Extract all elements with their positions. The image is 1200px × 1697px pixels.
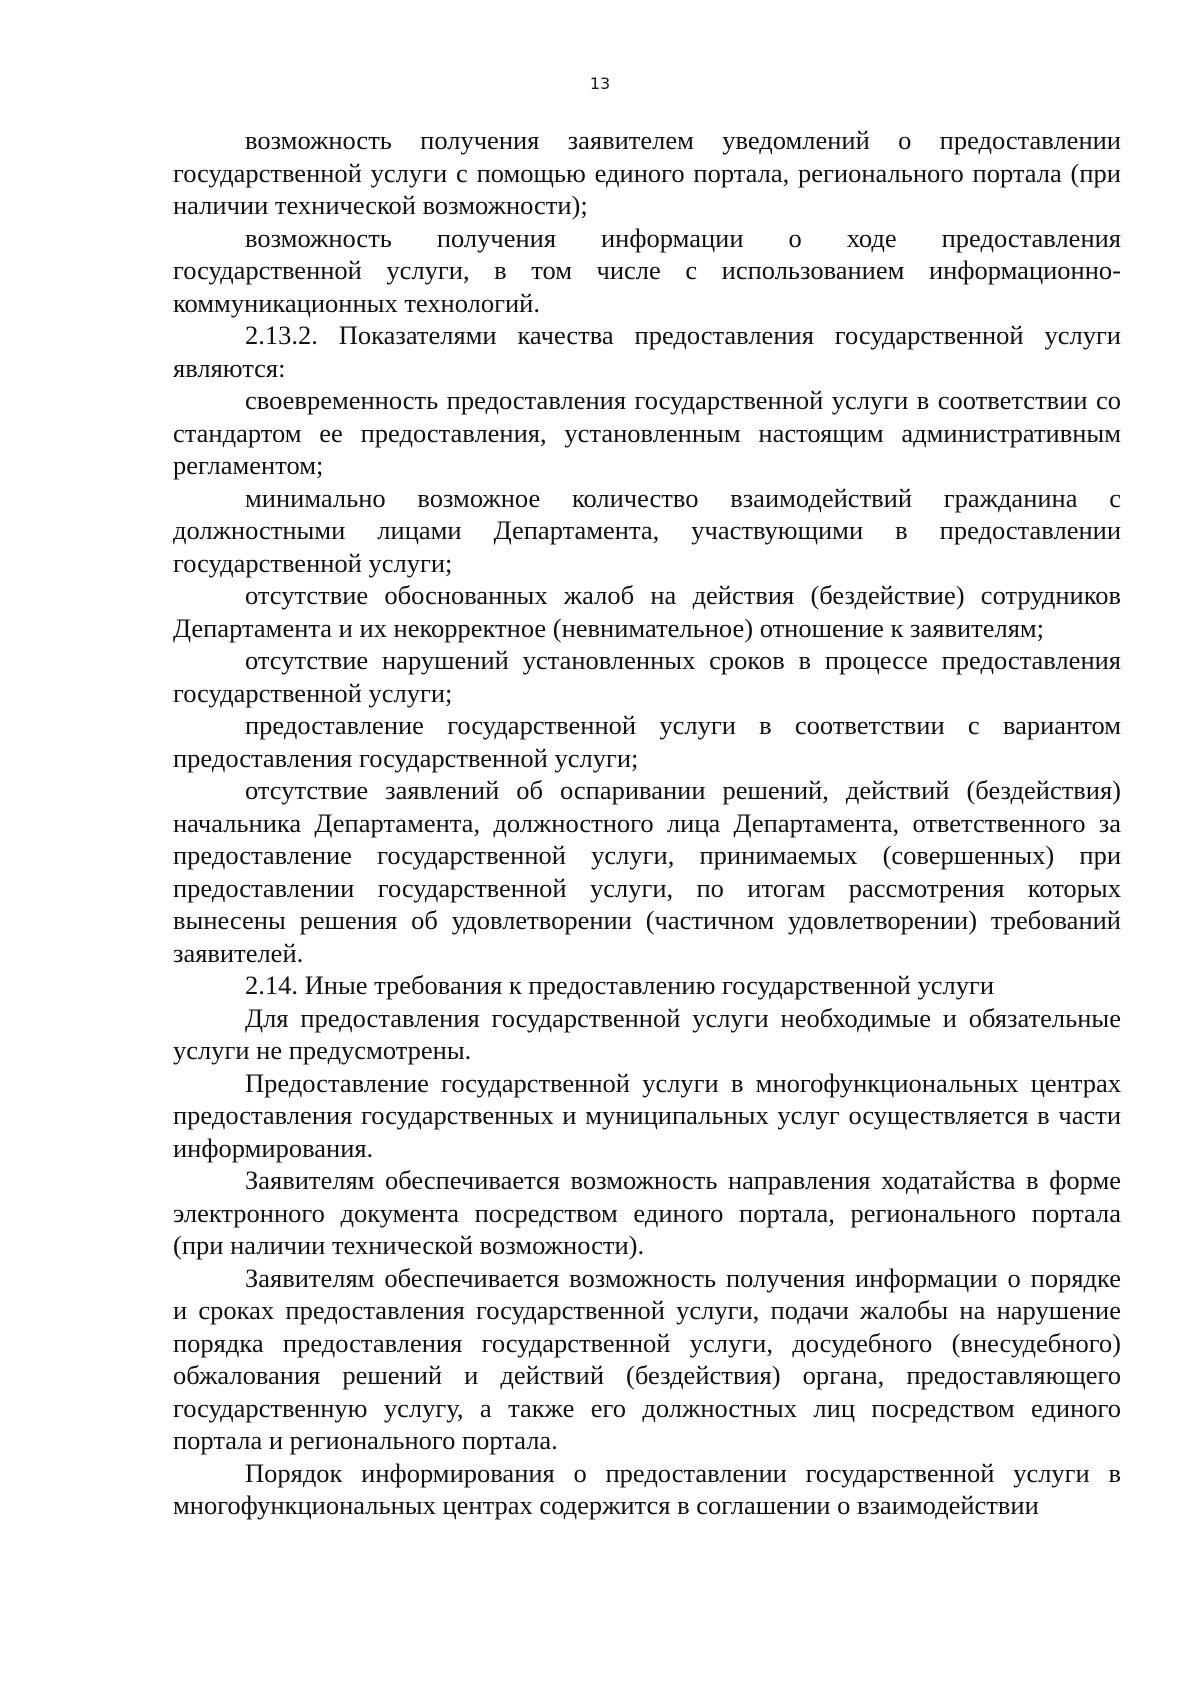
paragraph: Предоставление государственной услуги в многофункциональных центрах предоставления государственных и муниципальных услуг осуществляется в части информирования.: [173, 1067, 1121, 1163]
paragraph: возможность получения заявителем уведомлений о предоставлении государственной услуги с помощью единого портала, регионального портала (при наличии технической возможности);: [173, 125, 1121, 220]
paragraph: отсутствие обоснованных жалоб на действия (бездействие) сотрудников Департамента и их некорректное (невнимательное) отношение к заявителям;: [173, 580, 1121, 643]
paragraph: своевременность предоставления государственной услуги в соответствии со стандартом ее предоставления, установленным настоящим административным регламентом;: [173, 385, 1121, 480]
paragraph: Заявителям обеспечивается возможность получения информации о порядке и сроках предоставления государственной услуги, подачи жалобы на нарушение порядка предоставления государственной услуги, досудебного (внесудебного) обжалования решений и действий (бездействия) органа, предоставляющего государственную услугу, а также его должностных лиц посредством единого портала и регионального портала.: [173, 1262, 1121, 1455]
paragraph: Заявителям обеспечивается возможность направления ходатайства в форме электронного документа посредством единого портала, регионального портала (при наличии технической возможности).: [173, 1165, 1121, 1260]
section-heading: 2.14. Иные требования к предоставлению государственной услуги: [245, 970, 995, 1000]
paragraph: предоставление государственной услуги в соответствии с вариантом предоставления государственной услуги;: [173, 710, 1121, 773]
page-number: 13: [589, 74, 611, 93]
document-body: [173, 124, 1121, 1522]
paragraph: Порядок информирования о предоставлении государственной услуги в многофункциональных центрах содержится в соглашении о взаимодействии: [173, 1457, 1121, 1520]
paragraph: возможность получения информации о ходе предоставления государственной услуги, в том числе с использованием информационно-коммуникационных технологий.: [173, 222, 1121, 318]
paragraph: Для предоставления государственной услуги необходимые и обязательные услуги не предусмотрены.: [173, 1002, 1121, 1065]
paragraph: отсутствие заявлений об оспаривании решений, действий (бездействия) начальника Департамента, должностного лица Департамента, ответственного за предоставление государственной услуги, принимаемых (совершенных) при предоставлении государственной услуги, по итогам рассмотрения которых вынесены решения об удовлетворении (частичном удовлетворении) требований заявителей.: [173, 775, 1121, 968]
paragraph: минимально возможное количество взаимодействий гражданина с должностными лицами Департамента, участвующими в предоставлении государственной услуги;: [173, 482, 1121, 578]
paragraph: 2.13.2. Показателями качества предоставления государственной услуги являются:: [173, 320, 1121, 383]
paragraph: отсутствие нарушений установленных сроков в процессе предоставления государственной услуги;: [173, 645, 1121, 708]
